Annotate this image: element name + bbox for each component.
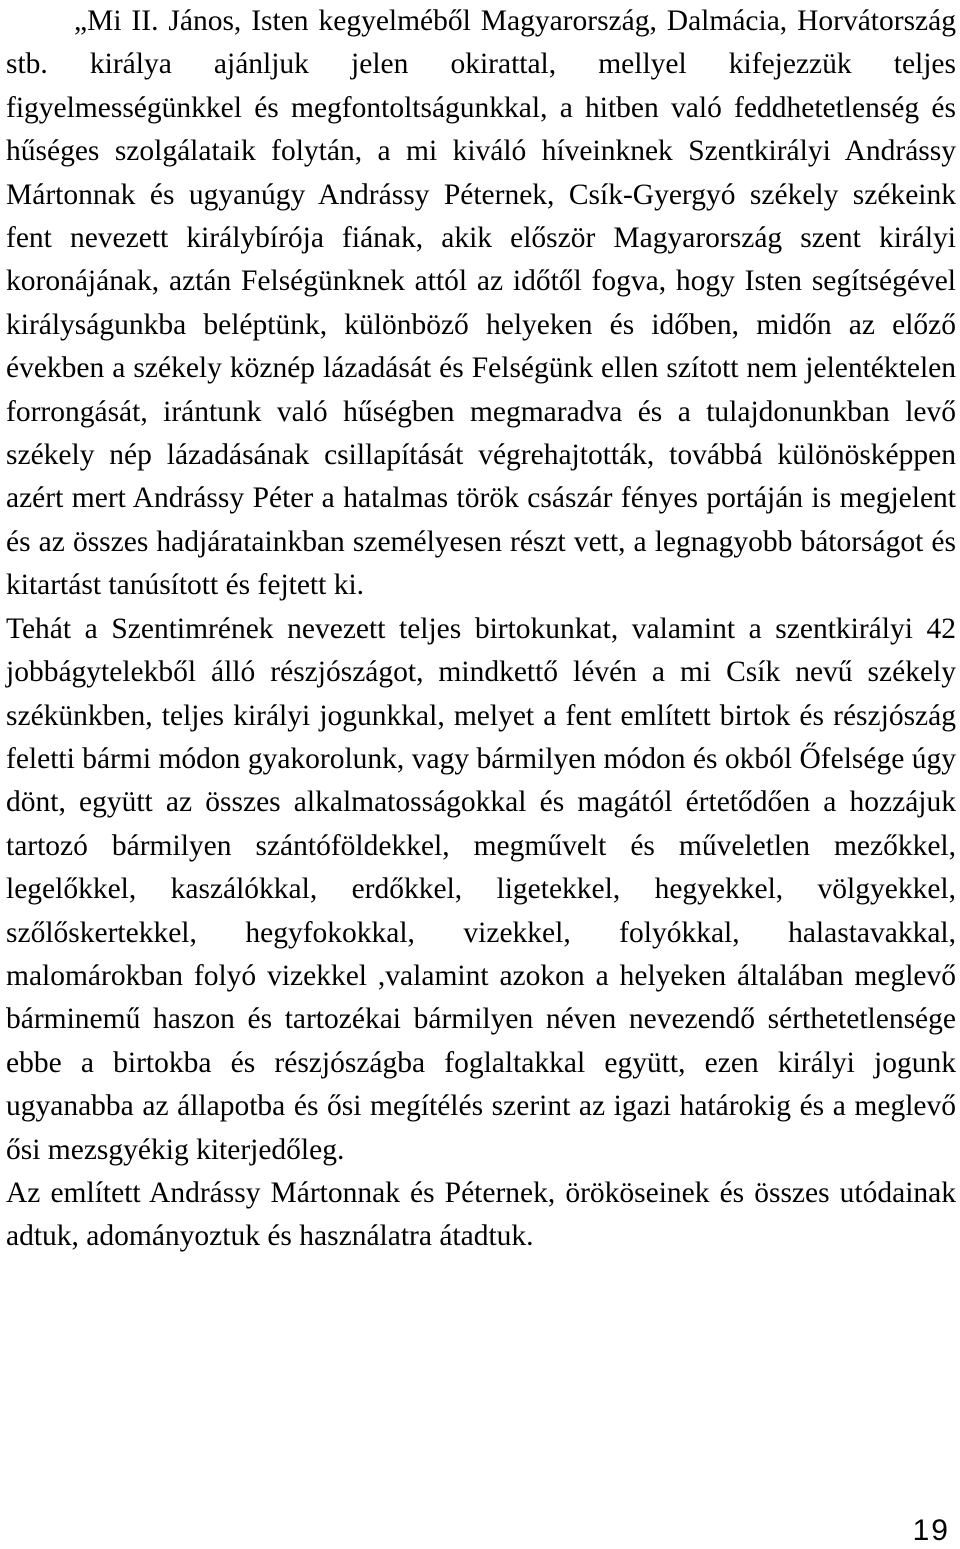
paragraph-royal-charter-intro: „Mi II. János, Isten kegyelméből Magyarország, Dalmácia, Horvátország stb. királya ajánljuk jelen okirattal, mellyel kifejezzük teljes figyelmességünkkel és megfontoltságunkkal, a hitben való feddhetetlenség és hűséges szolgálataik folytán, a mi kiváló híveinknek Szentkirályi Andrássy Mártonnak és ugyanúgy Andrássy Péternek, Csík-Gyergyó székely székeink fent nevezett királybírója fiának, akik először Magyarország szent királyi koronájának, aztán Felségünknek attól az időtől fogva, hogy Isten segítségével királyságunkba beléptünk, különböző helyeken és időben, midőn az előző években a székely köznép lázadását és Felségünk ellen szított nem jelentéktelen forrongását, irántunk való hűségben megmaradva és a tulajdonunkban levő székely nép lázadásának csillapítását végrehajtották, továbbá különösképpen azért mert Andrássy Péter a hatalmas török császár fényes portáján is megjelent és az összes hadjáratainkban személyesen részt vett, a legnagyobb bátorságot és kitartást tanúsított és fejtett ki. <box>6 5 956 602</box>
paragraph-estate-grant: Tehát a Szentimrének nevezett teljes birtokunkat, valamint a szentkirályi 42 jobbágytelekből álló részjószágot, mindkettő lévén a mi Csík nevű székely székünkben, teljes királyi jogunkkal, melyet a fent említett birtok és részjószág feletti bármi módon gyakorolunk, vagy bármilyen módon és okból Őfelsége úgy dönt, együtt az összes alkalmatosságokkal és magától értetődően a hozzájuk tartozó bármilyen szántóföldekkel, megművelt és műveletlen mezőkkel, legelőkkel, kaszálókkal, erdőkkel, ligetekkel, hegyekkel, völgyekkel, szőlőskertekkel, hegyfokokkal, vizekkel, folyókkal, halastavakkal, malomárokban folyó vizekkel ,valamint azokon a helyeken általában meglevő bárminemű haszon és tartozékai bármilyen néven nevezendő sérthetetlensége ebbe a birtokba és részjószágba foglaltakkal együtt, ezen királyi jogunk ugyanabba az állapotba és ősi megítélés szerint az igazi határokig és a meglevő ősi mezsgyékig kiterjedőleg. <box>6 612 956 1166</box>
paragraph-donation-closing: Az említett Andrássy Mártonnak és Péternek, örököseinek és összes utódainak adtuk, adományoztuk és használatra átadtuk. <box>6 1176 956 1253</box>
page-number: 19 <box>912 1514 950 1547</box>
document-body <box>6 0 956 1259</box>
